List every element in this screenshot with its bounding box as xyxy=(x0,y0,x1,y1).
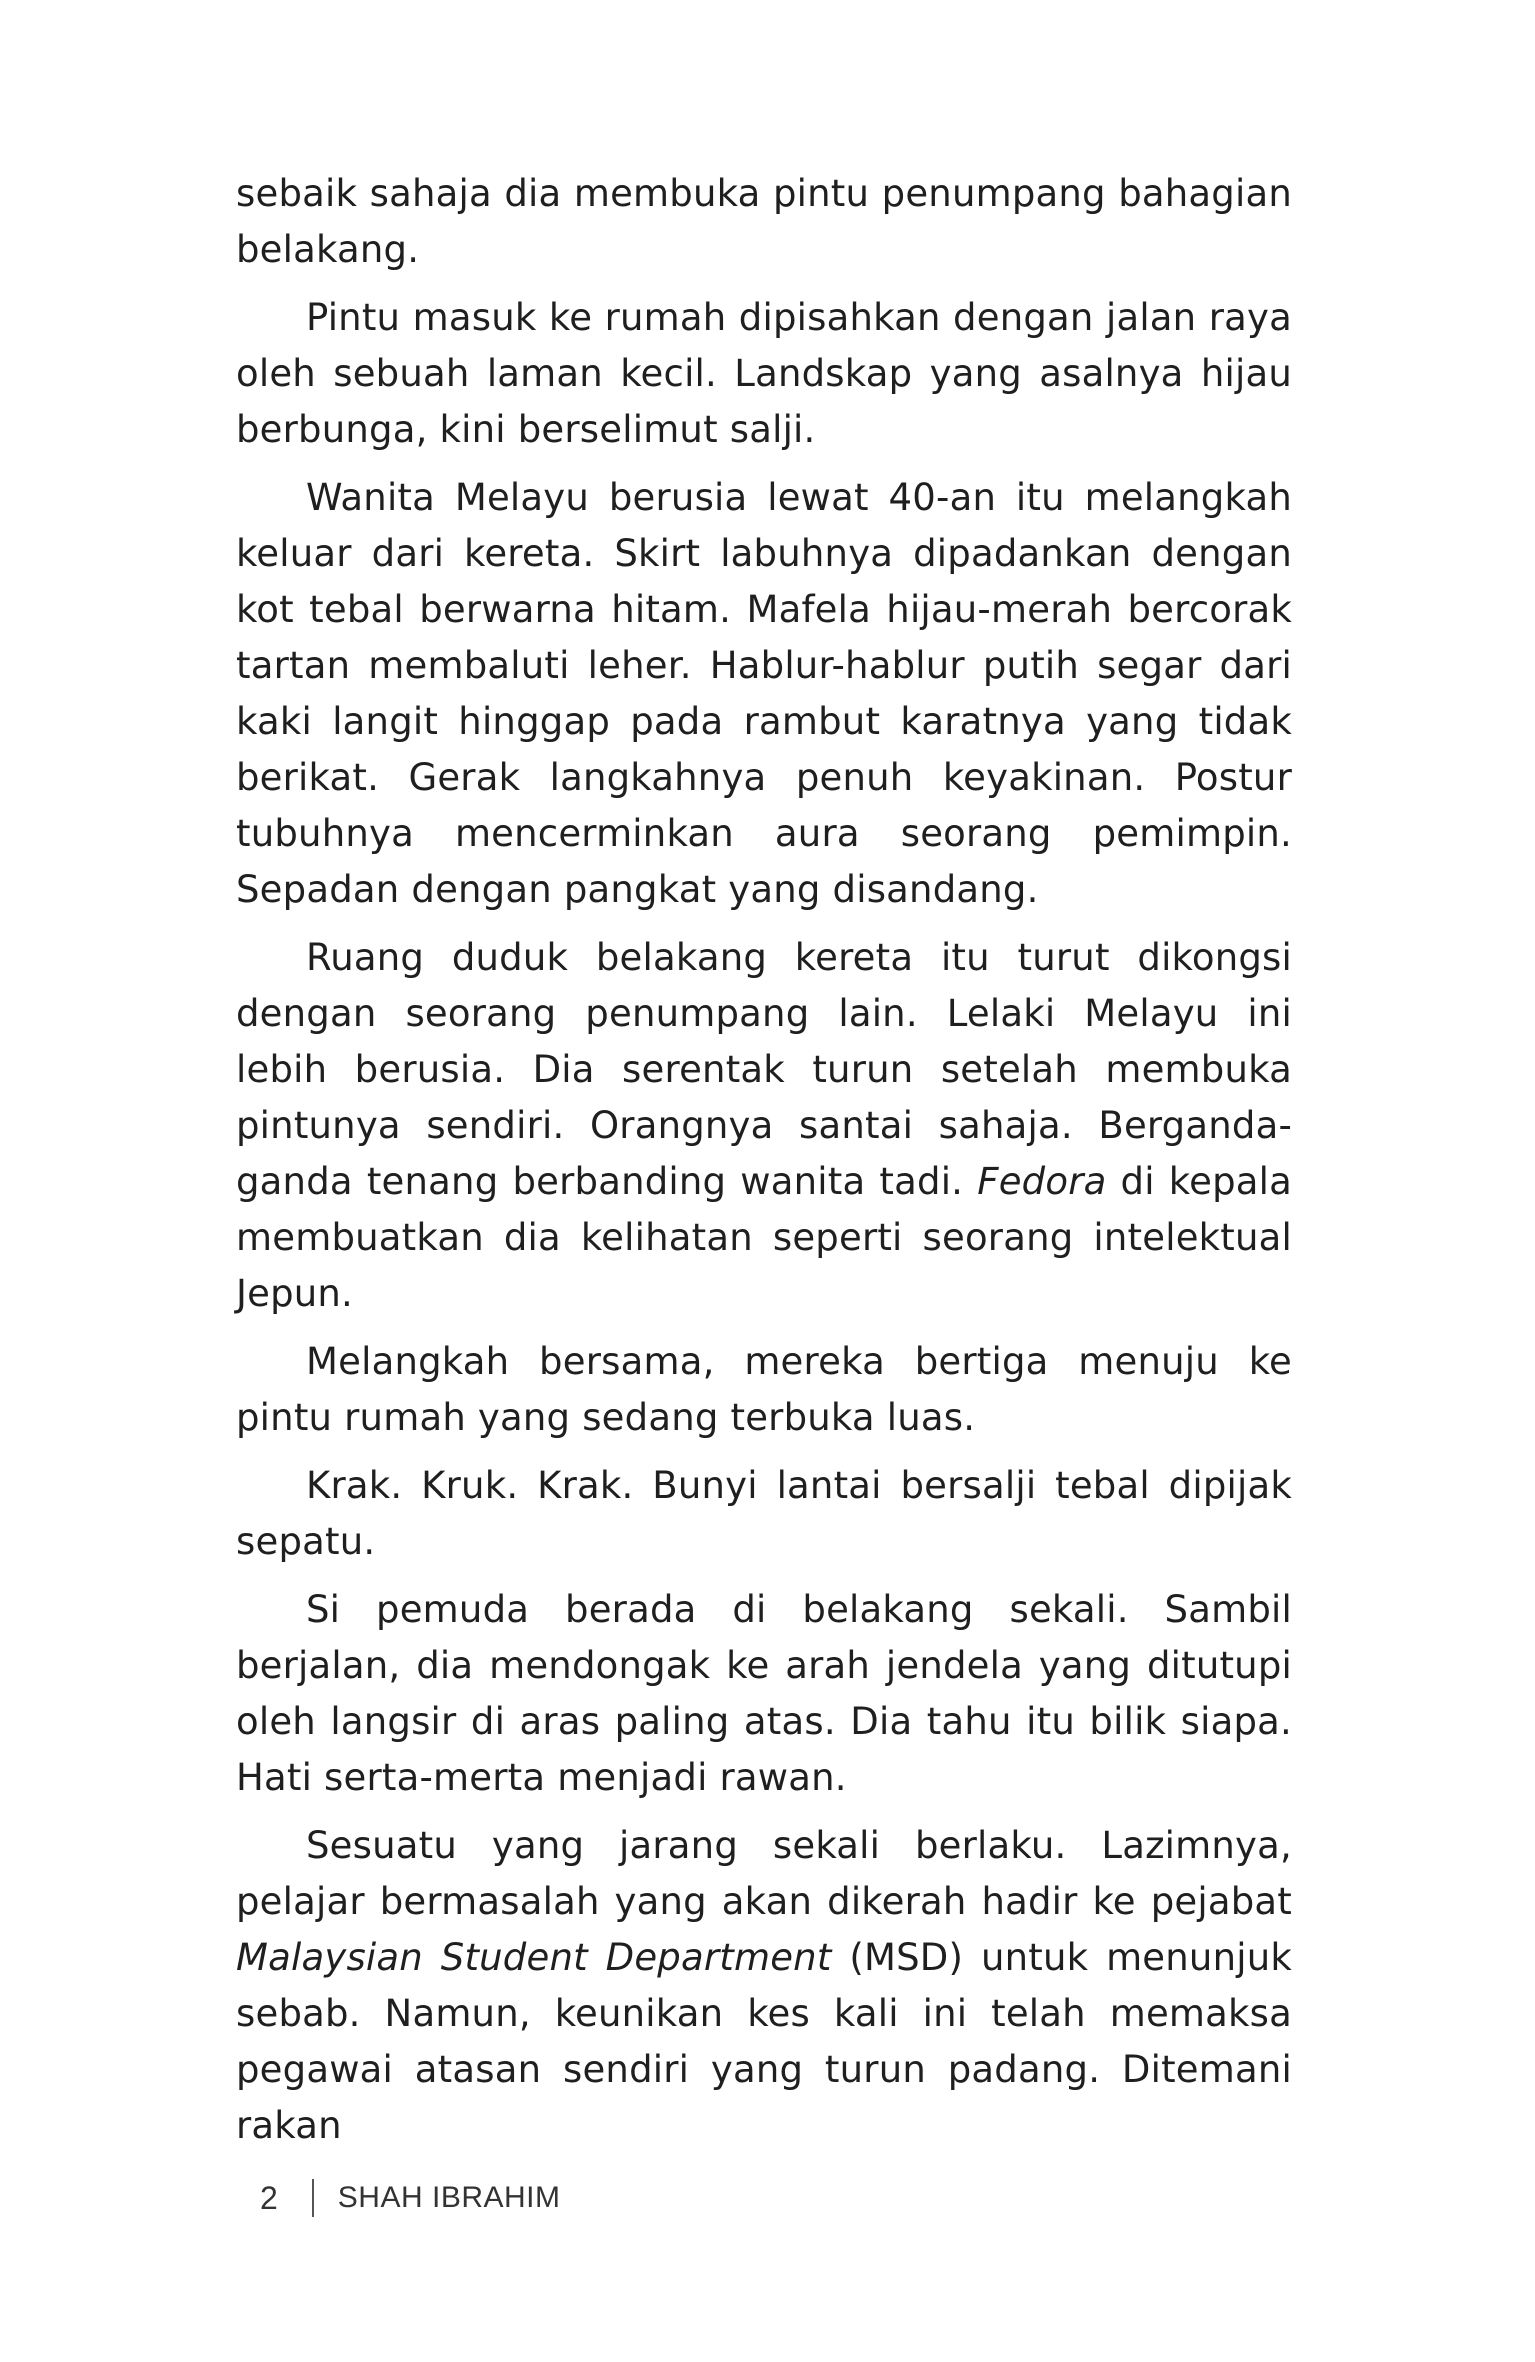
paragraph-2: Pintu masuk ke rumah dipisahkan dengan jalan raya oleh sebuah laman kecil. Landskap yang asalnya hijau berbunga, kini berselimut salji. xyxy=(236,296,1292,451)
paragraph-6: Krak. Kruk. Krak. Bunyi lantai bersalji tebal dipijak sepatu. xyxy=(236,1464,1292,1563)
paragraph-4-text: Ruang duduk belakang kereta itu turut dikongsi dengan seorang penumpang lain. Lelaki Melayu ini lebih berusia. Dia serentak turun setelah membuka pintunya sendiri. Orangnya santai sahaja. Berganda-ganda tenang berbanding wanita tadi. xyxy=(236,936,1292,1203)
paragraph-1: sebaik sahaja dia membuka pintu penumpang bahagian belakang. xyxy=(236,172,1292,271)
paragraph-3: Wanita Melayu berusia lewat 40-an itu melangkah keluar dari kereta. Skirt labuhnya dipadankan dengan kot tebal berwarna hitam. Mafela hijau-merah bercorak tartan membaluti leher. Hablur-hablur putih segar dari kaki langit hinggap pada rambut karatnya yang tidak berikat. Gerak langkahnya penuh keyakinan. Postur tubuhnya mencerminkan aura seorang pemimpin. Sepadan dengan pangkat yang disandang. xyxy=(236,476,1292,911)
page-number: 2 xyxy=(260,2179,278,2216)
paragraph-4 xyxy=(236,930,1292,1322)
paragraph-4-italic: Fedora xyxy=(977,1160,1107,1203)
paragraph-8 xyxy=(236,1818,1292,2154)
paragraph-8-italic: Malaysian Student Department xyxy=(236,1936,832,1979)
paragraph-5: Melangkah bersama, mereka bertiga menuju ke pintu rumah yang sedang terbuka luas. xyxy=(236,1340,1292,1439)
author-name: SHAH IBRAHIM xyxy=(337,2181,561,2214)
paragraph-7: Si pemuda berada di belakang sekali. Sambil berjalan, dia mendongak ke arah jendela yang ditutupi oleh langsir di aras paling atas. Dia tahu itu bilik siapa. Hati serta-merta menjadi rawan. xyxy=(236,1588,1292,1799)
footer-divider xyxy=(312,2179,314,2217)
page-footer xyxy=(260,2178,561,2218)
paragraph-8-text-end: (MSD) untuk menunjuk sebab. Namun, keunikan kes kali ini telah memaksa pegawai atasan sendiri yang turun padang. Ditemani rakan xyxy=(236,1936,1292,2147)
body-text xyxy=(236,166,1292,2166)
paragraph-4-text-end: di kepala membuatkan dia kelihatan seperti seorang intelektual Jepun. xyxy=(236,1160,1292,1315)
paragraph-8-text: Sesuatu yang jarang sekali berlaku. Lazimnya, pelajar bermasalah yang akan dikerah hadir ke pejabat xyxy=(236,1824,1292,1923)
